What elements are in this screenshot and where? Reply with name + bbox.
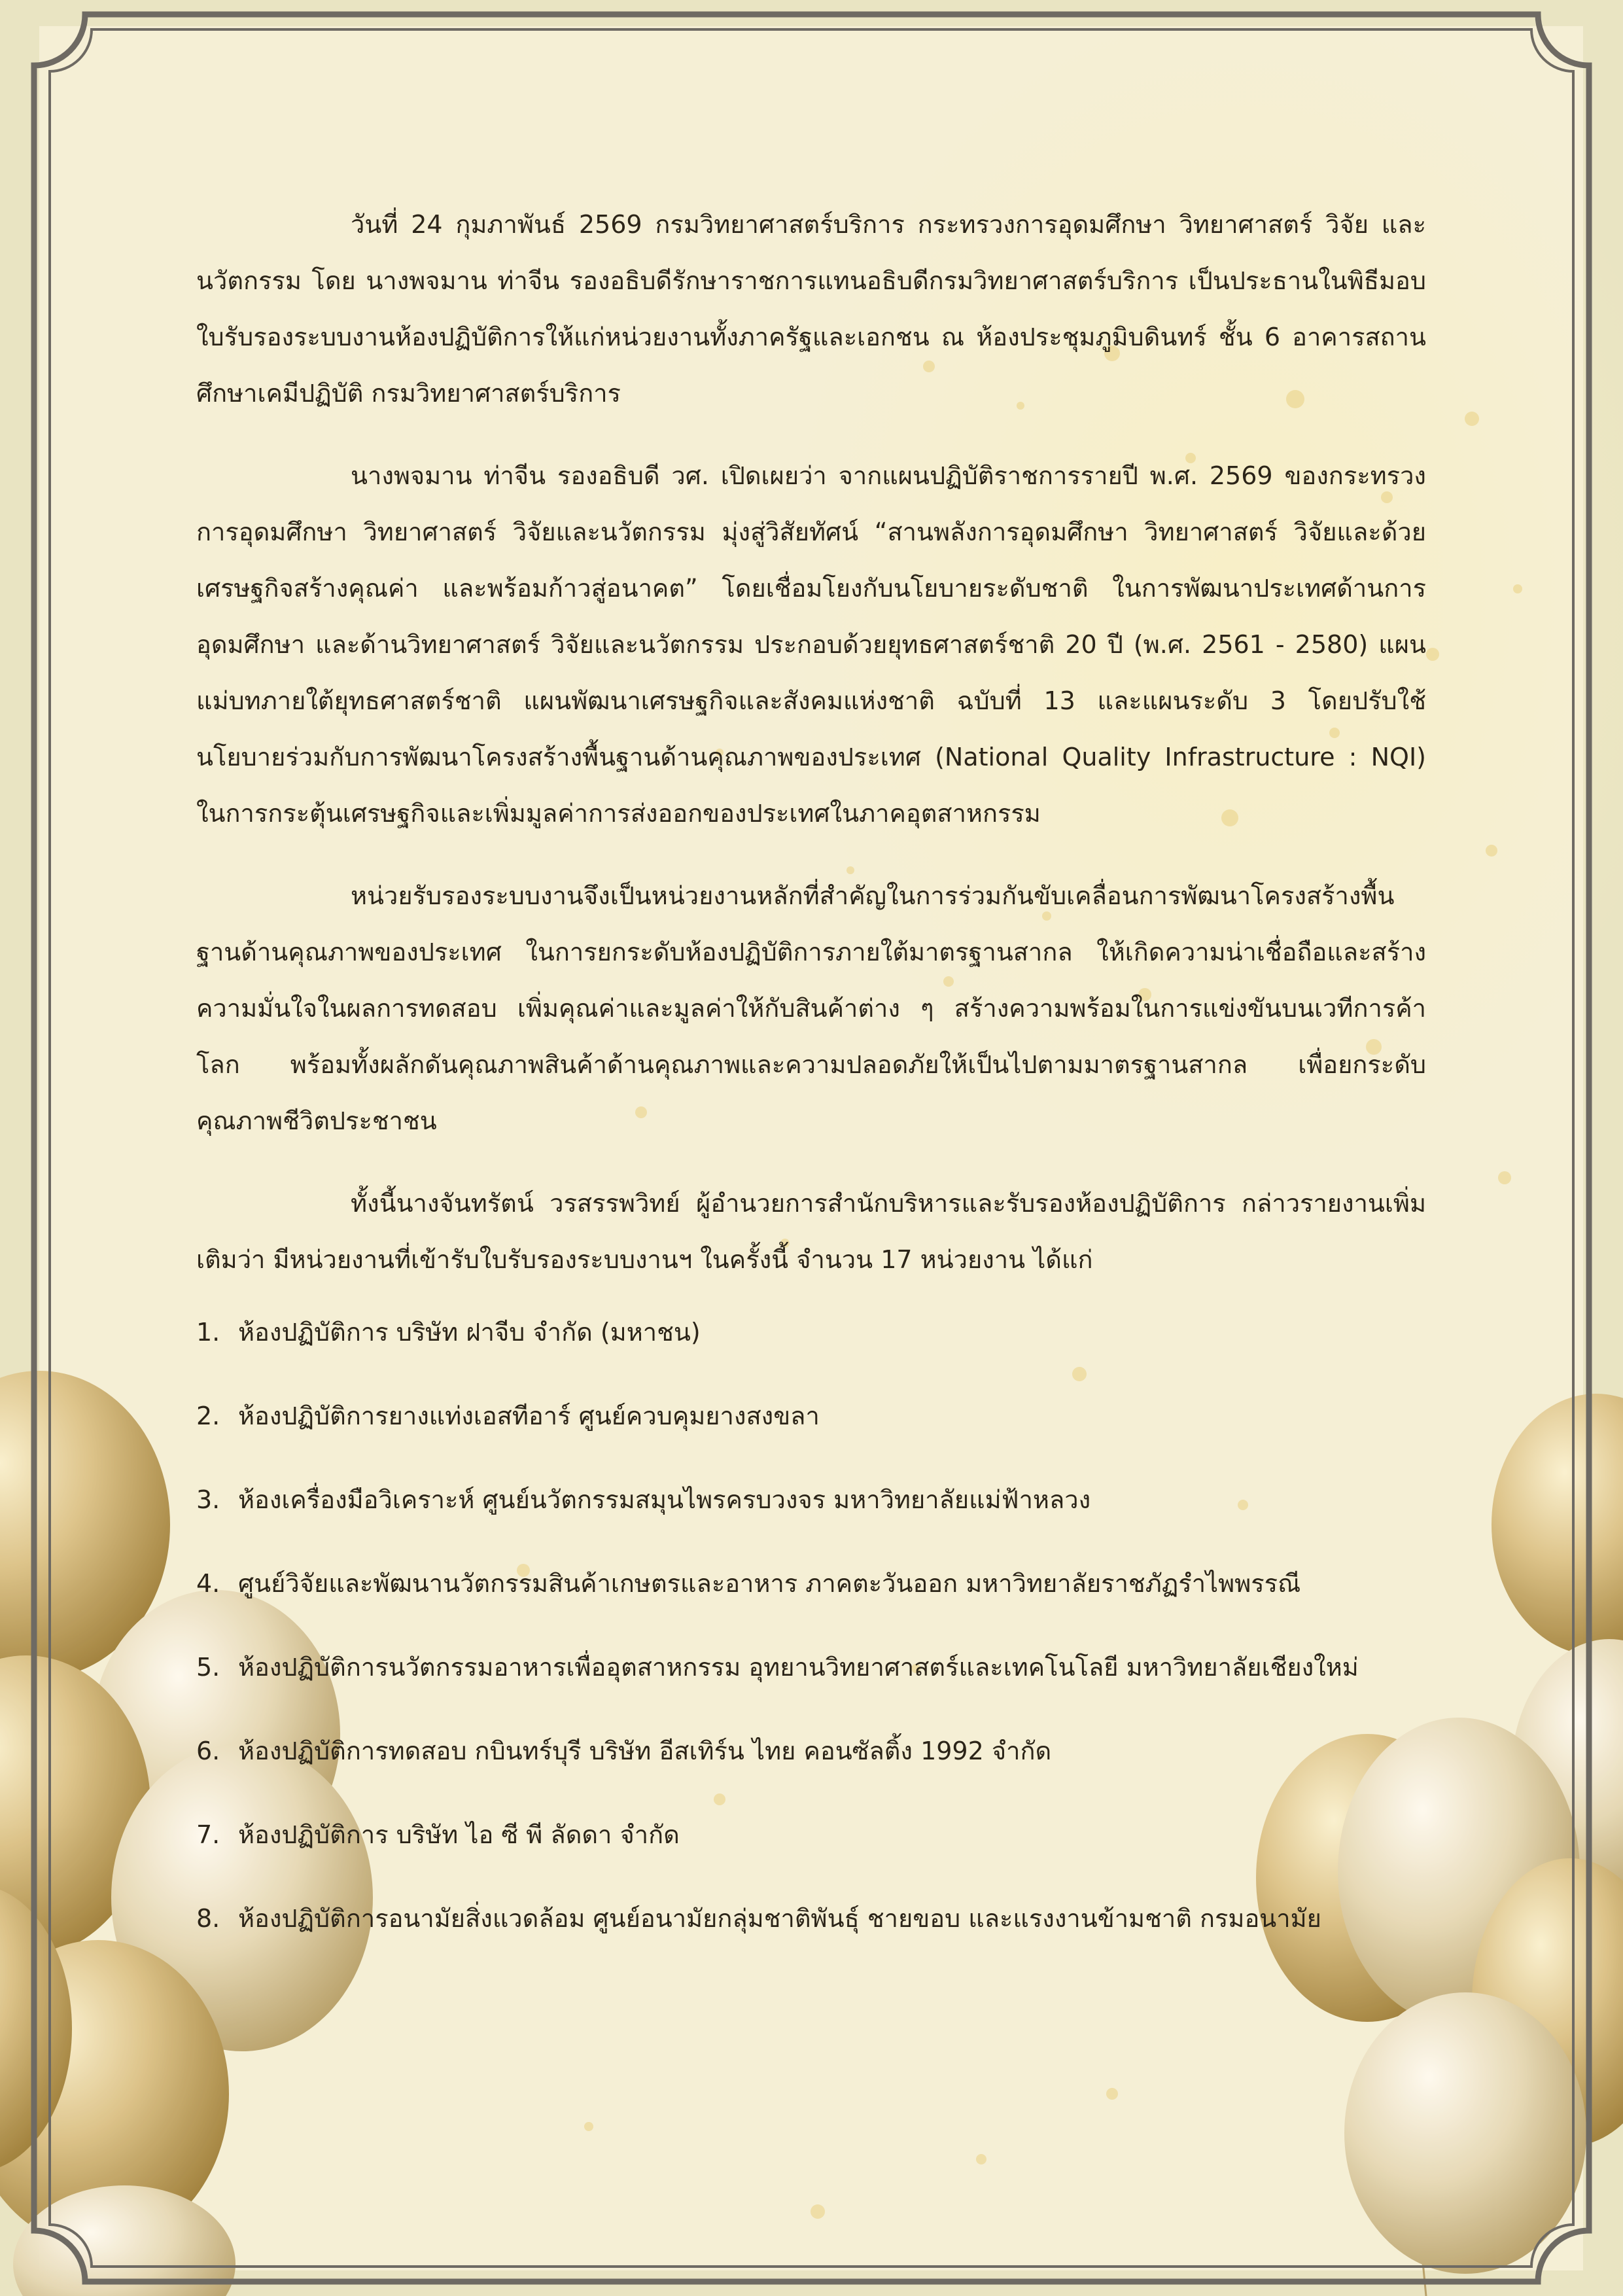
paragraph-intro: วันที่ 24 กุมภาพันธ์ 2569 กรมวิทยาศาสตร์บริการ กระทรวงการอุดมศึกษา วิทยาศาสตร์ วิจัย และนวัตกรรม โดย นางพจมาน ท่าจีน รองอธิบดีรักษาราชการแทนอธิบดีกรมวิทยาศาสตร์บริการ เป็นประธานในพิธีมอบใบรับรองระบบงานห้องปฏิบัติการให้แก่หน่วยงานทั้งภาครัฐและเอกชน ณ ห้องประชุมภูมิบดินทร์ ชั้น 6 อาคารสถานศึกษาเคมีปฏิบัติ กรมวิทยาศาสตร์บริการ xyxy=(196,210,1426,408)
document-body xyxy=(196,196,1426,1984)
list-item-text: ห้องปฏิบัติการนวัตกรรมอาหารเพื่ออุตสาหกรรม อุทยานวิทยาศาสตร์และเทคโนโลยี มหาวิทยาลัยเชียงใหม่ xyxy=(238,1653,1359,1682)
list-item-text: ห้องปฏิบัติการ บริษัท ฝาจีบ จำกัด (มหาชน) xyxy=(238,1318,701,1347)
list-item xyxy=(196,1733,1426,1816)
accredited-lab-list xyxy=(196,1314,1426,1984)
list-item-text: ห้องเครื่องมือวิเคราะห์ ศูนย์นวัตกรรมสมุนไพรครบวงจร มหาวิทยาลัยแม่ฟ้าหลวง xyxy=(238,1485,1091,1514)
paragraph-accreditation-role: หน่วยรับรองระบบงานจึงเป็นหน่วยงานหลักที่สำคัญในการร่วมกันขับเคลื่อนการพัฒนาโครงสร้างพื้นฐานด้านคุณภาพของประเทศ ในการยกระดับห้องปฏิบัติการภายใต้มาตรฐานสากล ให้เกิดความน่าเชื่อถือและสร้างความมั่นใจในผลการทดสอบ เพิ่มคุณค่าและมูลค่าให้กับสินค้าต่าง ๆ สร้างความพร้อมในการแข่งขันบนเวทีการค้าโลก พร้อมทั้งผลักดันคุณภาพสินค้าด้านคุณภาพและความปลอดภัยให้เป็นไปตามมาตรฐานสากล เพื่อยกระดับคุณภาพชีวิตประชาชน xyxy=(196,881,1426,1135)
list-item xyxy=(196,1816,1426,1900)
list-number: 1. xyxy=(196,1318,220,1347)
list-number: 7. xyxy=(196,1820,220,1849)
list-item-text: ห้องปฏิบัติการทดสอบ กบินทร์บุรี บริษัท อีสเทิร์น ไทย คอนซัลติ้ง 1992 จำกัด xyxy=(238,1737,1052,1765)
list-number: 6. xyxy=(196,1737,220,1765)
list-item-text: ห้องปฏิบัติการ บริษัท ไอ ซี พี ลัดดา จำกัด xyxy=(238,1820,680,1849)
list-item xyxy=(196,1398,1426,1481)
list-item-text: ห้องปฏิบัติการยางแท่งเอสทีอาร์ ศูนย์ควบคุมยางสงขลา xyxy=(238,1402,820,1430)
list-item-text: ห้องปฏิบัติการอนามัยสิ่งแวดล้อม ศูนย์อนามัยกลุ่มชาติพันธุ์ ชายขอบ และแรงงานข้ามชาติ กรมอนามัย xyxy=(238,1904,1321,1933)
list-number: 3. xyxy=(196,1485,220,1514)
list-number: 5. xyxy=(196,1653,220,1682)
list-number: 8. xyxy=(196,1904,220,1933)
list-number: 4. xyxy=(196,1569,220,1598)
list-number: 2. xyxy=(196,1402,220,1430)
list-item xyxy=(196,1314,1426,1398)
list-item xyxy=(196,1900,1426,1984)
paragraph-policy: นางพจมาน ท่าจีน รองอธิบดี วศ. เปิดเผยว่า จากแผนปฏิบัติราชการรายปี พ.ศ. 2569 ของกระทรวงการอุดมศึกษา วิทยาศาสตร์ วิจัยและนวัตกรรม มุ่งสู่วิสัยทัศน์ “สานพลังการอุดมศึกษา วิทยาศาสตร์ วิจัยและด้วยเศรษฐกิจสร้างคุณค่า และพร้อมก้าวสู่อนาคต” โดยเชื่อมโยงกับนโยบายระดับชาติ ในการพัฒนาประเทศด้านการอุดมศึกษา และด้านวิทยาศาสตร์ วิจัยและนวัตกรรม ประกอบด้วยยุทธศาสตร์ชาติ 20 ปี (พ.ศ. 2561 - 2580) แผนแม่บทภายใต้ยุทธศาสตร์ชาติ แผนพัฒนาเศรษฐกิจและสังคมแห่งชาติ ฉบับที่ 13 และแผนระดับ 3 โดยปรับใช้นโยบายร่วมกับการพัฒนาโครงสร้างพื้นฐานด้านคุณภาพของประเทศ (National Quality Infrastructure : NQI) ในการกระตุ้นเศรษฐกิจและเพิ่มมูลค่าการส่งออกของประเทศในภาคอุตสาหกรรม xyxy=(196,461,1426,828)
list-item xyxy=(196,1565,1426,1649)
paragraph-report: ทั้งนี้นางจันทรัตน์ วรสรรพวิทย์ ผู้อำนวยการสำนักบริหารและรับรองห้องปฏิบัติการ กล่าวรายงานเพิ่มเติมว่า มีหน่วยงานที่เข้ารับใบรับรองระบบงานฯ ในครั้งนี้ จำนวน 17 หน่วยงาน ได้แก่ xyxy=(196,1189,1426,1274)
list-item-text: ศูนย์วิจัยและพัฒนานวัตกรรมสินค้าเกษตรและอาหาร ภาคตะวันออก มหาวิทยาลัยราชภัฏรำไพพรรณี xyxy=(238,1569,1301,1598)
list-item xyxy=(196,1481,1426,1565)
list-item xyxy=(196,1649,1426,1733)
